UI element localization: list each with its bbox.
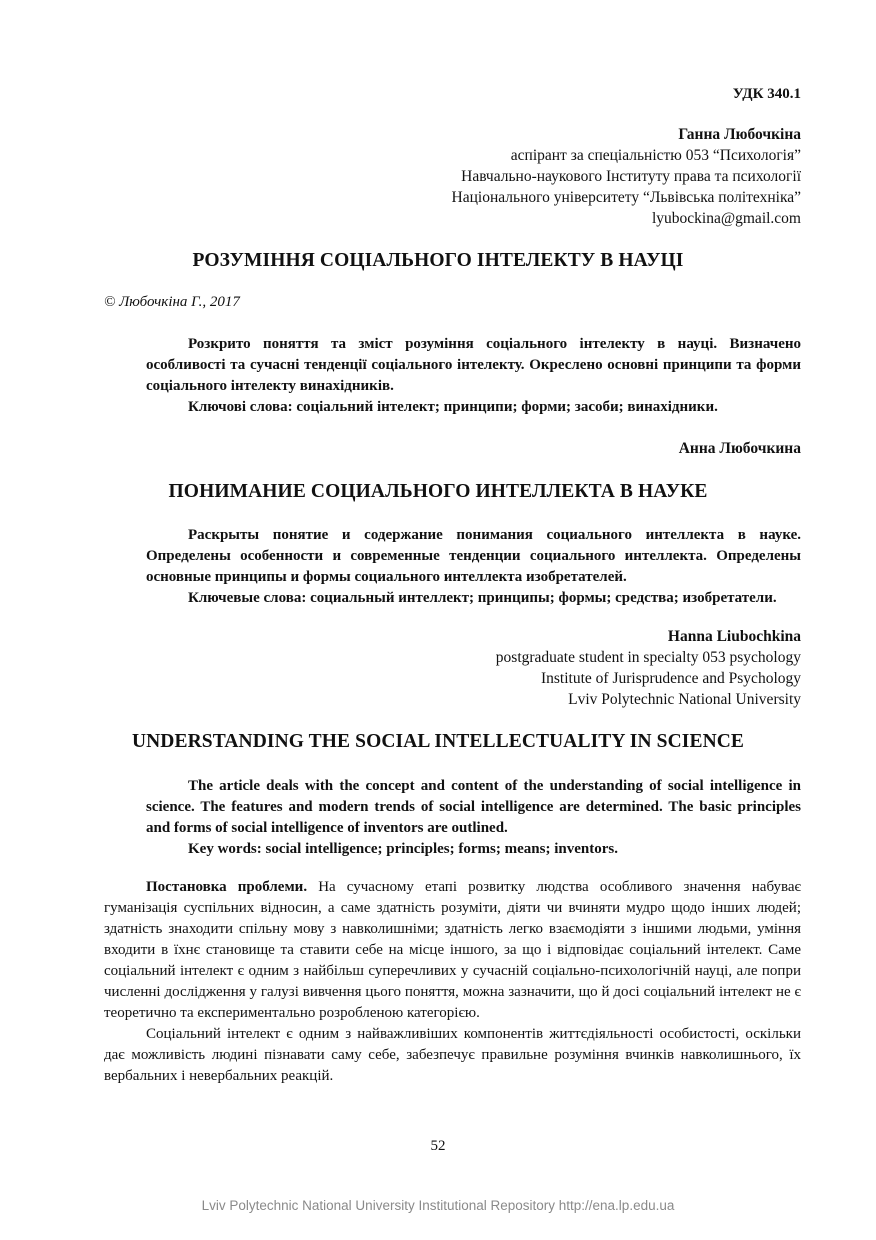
problem-statement-heading: Постановка проблеми. [146, 879, 308, 895]
en-abstract [146, 776, 801, 860]
ua-affiliation-line: Навчально-наукового Інституту права та психології [461, 168, 801, 185]
author-email: lyubockina@gmail.com [651, 210, 801, 227]
ua-affiliation-line: аспірант за спеціальністю 053 “Психологія” [510, 147, 801, 164]
ru-title: ПОНИМАНИЕ СОЦИАЛЬНОГО ИНТЕЛЛЕКТА В НАУКЕ [168, 481, 708, 502]
ru-abstract [146, 525, 801, 609]
en-affiliation-line: Institute of Jurisprudence and Psychology [540, 670, 801, 687]
en-affiliation-line: postgraduate student in specialty 053 psychology [495, 649, 801, 666]
en-keywords: Key words: social intelligence; principles; forms; means; inventors. [188, 841, 618, 857]
ua-abstract [146, 334, 801, 418]
en-author-name: Hanna Liubochkina [667, 628, 801, 645]
ua-affiliation-line: Національного університету “Львівська політехніка” [451, 189, 801, 206]
ua-author-block [452, 124, 801, 229]
udc-code: УДК 340.1 [732, 86, 801, 102]
repository-footer: Lviv Polytechnic National University Institutional Repository http://ena.lp.edu.ua [201, 1198, 675, 1213]
ua-abstract-text: Розкрито поняття та зміст розуміння соціального інтелекту в науці. Визначено особливості та сучасні тенденції соціального інтелекту. Окреслено основні принципи та форми соціального інтелекту винахідників. [146, 336, 801, 394]
body-paragraph [104, 877, 801, 1024]
article-body [104, 877, 801, 1087]
en-affiliation-line: Lviv Polytechnic National University [568, 691, 801, 708]
page-number: 52 [430, 1138, 446, 1154]
ua-title: РОЗУМІННЯ СОЦІАЛЬНОГО ІНТЕЛЕКТУ В НАУЦІ [192, 250, 684, 271]
ru-abstract-text: Раскрыты понятие и содержание понимания социального интеллекта в науке. Определены особенности и современные тенденции социального интеллекта. Определены основные принципы и формы социального интеллекта изобретателей. [146, 527, 801, 585]
ru-author-name: Анна Любочкина [678, 440, 801, 457]
body-paragraph: Соціальний інтелект є одним з найважливіших компонентів життєдіяльності особистості, оскільки дає можливість людині пізнавати саму себе, забезпечує правильне розуміння вчинків навколишнього, їх вербальних і невербальних реакцій. [104, 1026, 801, 1084]
en-title: UNDERSTANDING THE SOCIAL INTELLECTUALITY IN SCIENCE [131, 731, 745, 752]
body-paragraph-text: На сучасному етапі розвитку людства особливого значення набуває гуманізація суспільних відносин, а саме здатність розуміти, діяти чи вчиняти мудро щодо інших людей; здатність знаходити спільну мову з навколишніми; здатність легко взаємодіяти з іншими людьми, уміння входити в їхнє становище та ставити себе на місце іншого, за що і відповідає соціальний інтелект. Саме соціальний інтелект є одним з найбільш суперечливих у сучасній соціально-психологічній науці, але попри численні дослідження у галузі вивчення цього поняття, можна зазначити, що й досі соціальний інтелект не є теоретично та експериментально розробленою категорією. [104, 879, 801, 1021]
copyright-notice: © Любочкіна Г., 2017 [104, 294, 240, 310]
ru-keywords: Ключевые слова: социальный интеллект; принципы; формы; средства; изобретатели. [188, 590, 777, 606]
ua-keywords: Ключові слова: соціальний інтелект; принципи; форми; засоби; винахідники. [188, 399, 718, 415]
en-abstract-text: The article deals with the concept and content of the understanding of social intelligence in science. The features and modern trends of social intelligence are determined. The basic principles and forms of social intelligence of inventors are outlined. [146, 778, 801, 836]
ua-author-name: Ганна Любочкіна [678, 126, 801, 143]
ru-author-block [679, 438, 801, 459]
en-author-block [496, 626, 801, 710]
